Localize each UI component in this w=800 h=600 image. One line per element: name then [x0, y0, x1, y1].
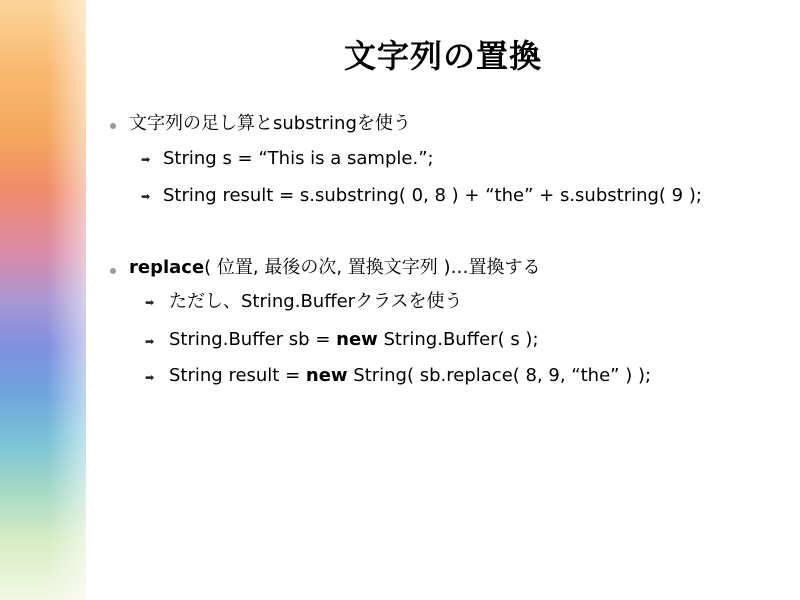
arrow-bullet-icon: ➡ [141, 190, 151, 203]
replace-keyword: replace [129, 257, 205, 278]
bullet-2-sub-3-text [169, 364, 651, 388]
new-keyword: new [305, 365, 348, 386]
code-suffix: String( sb.replace( 8, 9, “the” ) ); [347, 365, 652, 386]
arrow-bullet-icon: ➡ [141, 153, 151, 166]
code-suffix: String.Buffer( s ); [377, 329, 539, 350]
arrow-bullet-icon: ➡ [145, 371, 155, 384]
bullet-2-text [129, 256, 541, 280]
code-prefix: String.Buffer sb = [169, 329, 337, 350]
new-keyword: new [336, 329, 378, 350]
replace-description: ( 位置, 最後の次, 置換文字列 )…置換する [204, 257, 541, 278]
bullet-dot-icon [110, 268, 116, 274]
bullet-1-text: 文字列の足し算とsubstringを使う [129, 113, 411, 134]
decorative-gradient-band [0, 0, 86, 600]
bullet-1-sub-2-text: String result = s.substring( 0, 8 ) + “the” + s.substring( 9 ); [163, 185, 702, 206]
arrow-bullet-icon: ➡ [145, 296, 155, 309]
slide-title: 文字列の置換 [343, 37, 542, 75]
arrow-bullet-icon: ➡ [145, 335, 155, 348]
bullet-2-sub-1-text: ただし、String.Bufferクラスを使う [169, 291, 463, 312]
code-prefix: String result = [169, 365, 306, 386]
bullet-1-sub-1-text: String s = “This is a sample.”; [163, 148, 434, 169]
bullet-2-sub-2-text [169, 328, 539, 352]
bullet-dot-icon [110, 123, 116, 129]
